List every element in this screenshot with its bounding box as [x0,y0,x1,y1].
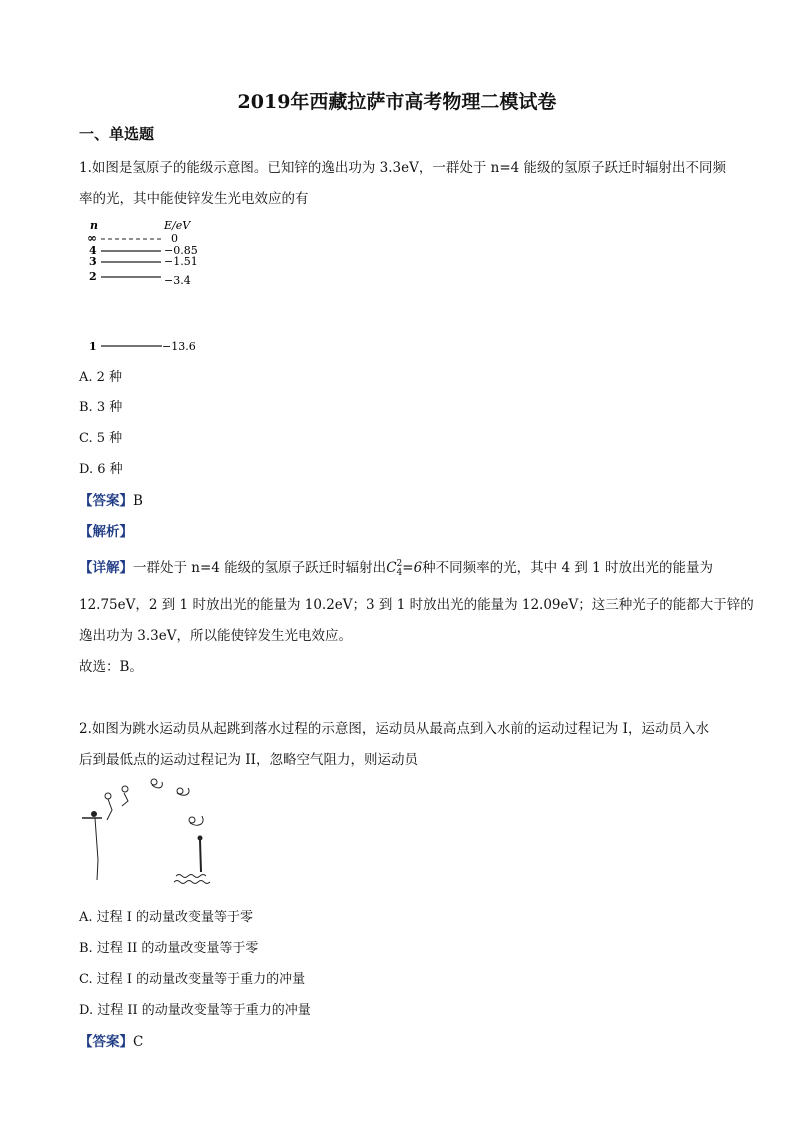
q1-choice: 故选：B。 [79,659,143,675]
diver-trajectory-illustration [80,776,225,894]
q2-answer [79,1030,143,1050]
q1-detail-line3: 逸出功为 3.3eV，所以能使锌发生光电效应。 [79,628,352,644]
answer-value: C [133,1034,144,1050]
q1-detail-line2: 12.75eV，2 到 1 时放出光的能量为 10.2eV；3 到 1 时放出光的能量为 12.09eV；这三种光子的能都大于锌的 [79,597,754,613]
q2-option-c: C. 过程 I 的动量改变量等于重力的冲量 [79,972,306,987]
diagram-n-label: n [90,219,98,232]
q1-stem-line2: 率的光，其中能使锌发生光电效应的有 [79,191,309,207]
answer-value: B [133,493,143,509]
level-2-e: −3.4 [164,274,191,287]
diagram-energy-label: E/eV [164,219,191,232]
diver-pose-4 [177,788,189,795]
q1-stem-line1: 1.如图是氢原子的能级示意图。已知锌的逸出功为 3.3eV，一群处于 n=4 能级的氢原子跃迁时辐射出不同频 [79,160,727,176]
diver-pose-1 [105,793,112,820]
level-3-n: 3 [89,255,97,268]
diver-pose-6 [198,836,202,872]
level-4-e: −0.85 [164,244,198,257]
q2-option-d: D. 过程 II 的动量改变量等于重力的冲量 [79,1003,311,1018]
q1-option-c: C. 5 种 [79,431,123,446]
q1-option-b: B. 3 种 [79,400,123,415]
answer-tag: 【答案】 [79,493,133,509]
level-1-n: 1 [89,340,97,353]
level-2-n: 2 [89,270,97,283]
q2-stem-line2: 后到最低点的运动过程记为 II，忽略空气阻力，则运动员 [79,752,418,768]
detail-pre: 一群处于 n=4 能级的氢原子跃迁时辐射出 [133,560,387,576]
level-inf-n: ∞ [87,231,97,245]
q2-option-b: B. 过程 II 的动量改变量等于零 [79,941,259,956]
detail-post: 种不同频率的光，其中 4 到 1 时放出光的能量为 [422,560,714,576]
answer-tag: 【答案】 [79,1034,133,1050]
combination-formula: C 2 4 =6 [386,558,423,578]
q1-answer [79,489,143,509]
diver-pose-5 [189,816,203,825]
level-inf-e: 0 [171,232,178,245]
energy-level-diagram [84,218,214,358]
q2-stem-line1: 2.如图为跳水运动员从起跳到落水过程的示意图，运动员从最高点到入水前的运动过程记为 I，运动员入水 [79,721,710,737]
q1-detail-line1 [79,556,713,578]
section-heading: 一、单选题 [79,125,155,143]
q2-option-a: A. 过程 I 的动量改变量等于零 [79,910,254,925]
level-4-n: 4 [89,244,97,257]
q1-option-d: D. 6 种 [79,462,123,477]
diver-pose-3 [151,779,162,788]
page-title: 2019年西藏拉萨市高考物理二模试卷 [237,91,557,113]
level-1-e: −13.6 [162,340,196,353]
q1-analysis-tag: 【解析】 [79,524,133,540]
detail-tag: 【详解】 [79,560,133,576]
q1-option-a: A. 2 种 [79,370,123,385]
level-3-e: −1.51 [164,255,198,268]
diver-pose-2 [122,786,128,806]
